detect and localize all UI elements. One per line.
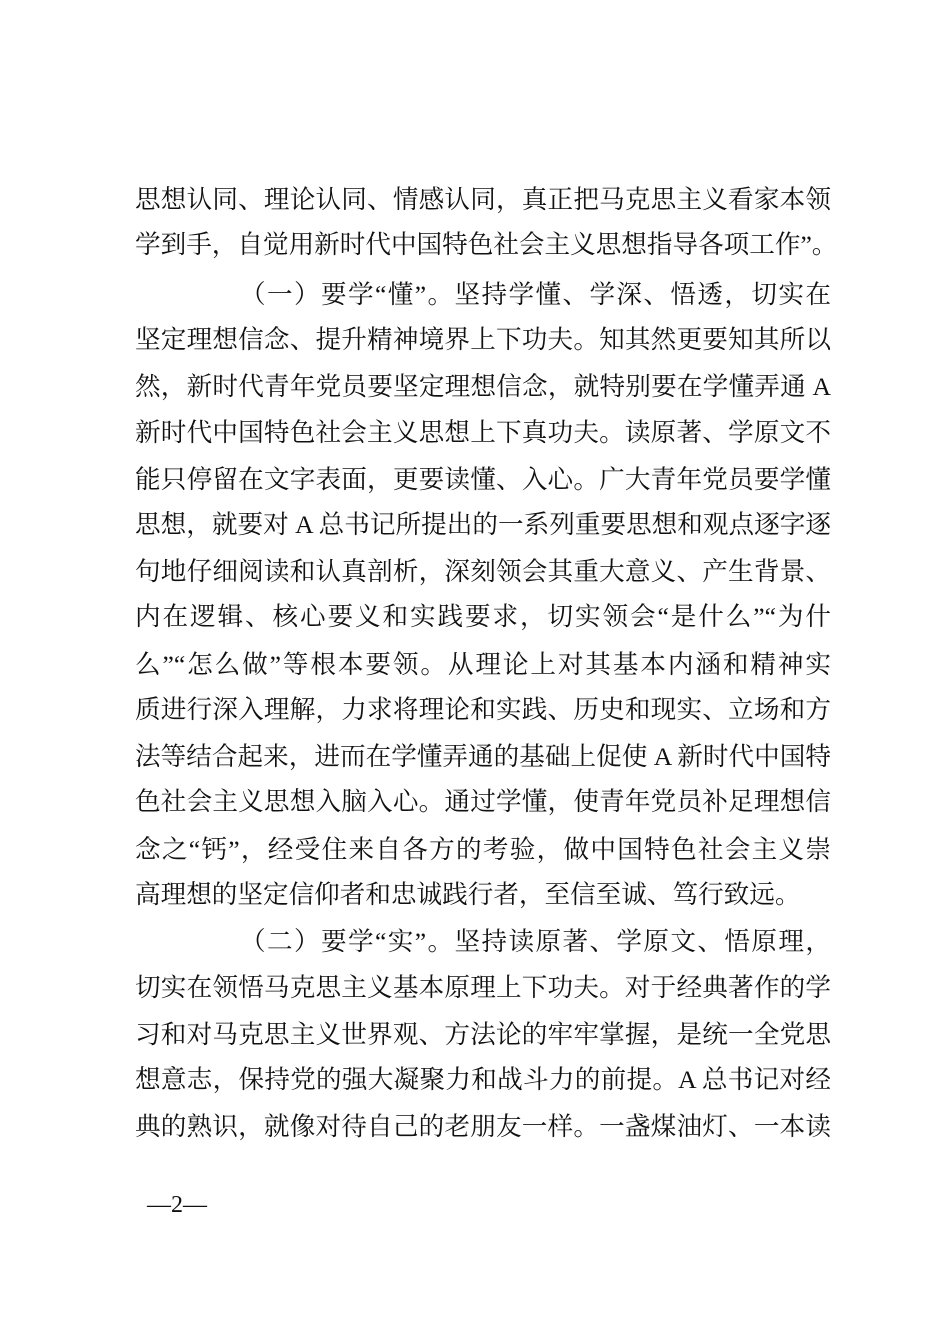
- text-line: 色社会主义思想入脑入心。通过学懂，使青年党员补足理想信: [135, 787, 831, 816]
- text-line: 思想认同、理论认同、情感认同，真正把马克思主义看家本领: [135, 185, 831, 214]
- text-line: 想意志，保持党的强大凝聚力和战斗力的前提。A 总书记对经: [135, 1065, 831, 1094]
- text-line: 坚定理想信念、提升精神境界上下功夫。知其然更要知其所以: [135, 325, 831, 354]
- section-heading-line: （一）要学“懂”。坚持学懂、学深、悟透，切实在: [240, 280, 831, 309]
- text-line: 质进行深入理解，力求将理论和实践、历史和现实、立场和方: [135, 695, 831, 724]
- page-number: —2—: [147, 1192, 207, 1218]
- text-line: 新时代中国特色社会主义思想上下真功夫。读原著、学原文不: [135, 418, 831, 447]
- text-line: 内在逻辑、核心要义和实践要求，切实领会“是什么”“为什: [135, 602, 831, 631]
- text-line: 然，新时代青年党员要坚定理想信念，就特别要在学懂弄通 A: [135, 372, 831, 401]
- text-line: 习和对马克思主义世界观、方法论的牢牢掌握，是统一全党思: [135, 1020, 831, 1049]
- section-heading-line: （二）要学“实”。坚持读原著、学原文、悟原理，: [240, 927, 831, 956]
- text-line: 句地仔细阅读和认真剖析，深刻领会其重大意义、产生背景、: [135, 557, 831, 586]
- text-line: 切实在领悟马克思主义基本原理上下功夫。对于经典著作的学: [135, 973, 831, 1002]
- text-line: 么”“怎么做”等根本要领。从理论上对其基本内涵和精神实: [135, 650, 831, 679]
- text-line: 高理想的坚定信仰者和忠诚践行者，至信至诚、笃行致远。: [135, 880, 801, 909]
- text-line: 念之“钙”，经受住来自各方的考验，做中国特色社会主义崇: [135, 835, 831, 864]
- text-line: 法等结合起来，进而在学懂弄通的基础上促使 A 新时代中国特: [135, 742, 831, 771]
- text-line: 典的熟识，就像对待自己的老朋友一样。一盏煤油灯、一本读: [135, 1112, 831, 1141]
- text-line: 学到手，自觉用新时代中国特色社会主义思想指导各项工作”。: [135, 230, 838, 259]
- text-line: 能只停留在文字表面，更要读懂、入心。广大青年党员要学懂: [135, 465, 831, 494]
- text-line: 思想，就要对 A 总书记所提出的一系列重要思想和观点逐字逐: [135, 510, 831, 539]
